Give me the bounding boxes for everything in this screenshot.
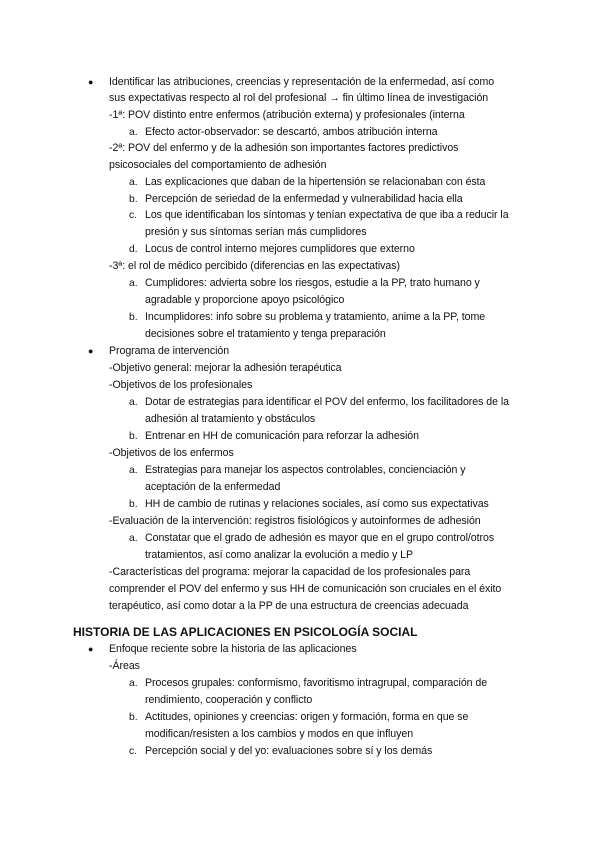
list-item: Percepción social y del yo: evaluaciones sobre sí y los demás: [145, 745, 433, 757]
list-item: Estrategias para manejar los aspectos controlables, concienciación y: [145, 464, 466, 476]
sub-heading: -Evaluación de la intervención: registros fisiológicos y autoinformes de adhesión: [109, 515, 481, 527]
bullet-text: sus expectativas respecto al rol del profesional → fin último línea de investigación: [109, 92, 489, 104]
bullet-text: Enfoque reciente sobre la historia de las aplicaciones: [109, 643, 357, 655]
paragraph-line: comprender el POV del enfermo y sus HH de comunicación son cruciales en el éxito: [109, 583, 502, 595]
sub-heading: psicosociales del comportamiento de adhesión: [109, 159, 327, 171]
sub-heading: -3ª: el rol de médico percibido (diferencias en las expectativas): [109, 260, 400, 272]
list-letter: b.: [129, 312, 138, 323]
list-item: decisiones sobre el tratamiento y tenga preparación: [145, 328, 386, 340]
list-item: Locus de control interno mejores cumplidores que externo: [145, 243, 415, 255]
list-item: Actitudes, opiniones y creencias: origen y formación, forma en que se: [145, 711, 469, 723]
list-letter: a.: [129, 177, 138, 188]
list-letter: a.: [129, 465, 138, 476]
bullet-icon: ●: [88, 346, 94, 356]
list-letter: b.: [129, 194, 138, 205]
list-item: Dotar de estrategias para identificar el POV del enfermo, los facilitadores de la: [145, 396, 509, 408]
list-item: presión y sus síntomas serían más cumplidores: [145, 226, 367, 238]
list-letter: a.: [129, 127, 138, 138]
bullet-icon: ●: [88, 644, 94, 654]
list-letter: b.: [129, 712, 138, 723]
list-item: Cumplidores: advierta sobre los riesgos, estudie a la PP, trato humano y: [145, 277, 480, 289]
list-item: Efecto actor-observador: se descartó, ambos atribución interna: [145, 126, 438, 138]
list-item: rendimiento, cooperación y conflicto: [145, 694, 313, 706]
list-letter: a.: [129, 678, 138, 689]
sub-heading: -1ª: POV distinto entre enfermos (atribución externa) y profesionales (interna: [109, 109, 465, 121]
list-item: Constatar que el grado de adhesión es mayor que en el grupo control/otros: [145, 532, 495, 544]
list-item: Incumplidores: info sobre su problema y tratamiento, anime a la PP, tome: [145, 311, 486, 323]
bullet-text: Programa de intervención: [109, 345, 230, 357]
list-item: tratamientos, así como analizar la evolución a medio y LP: [145, 549, 414, 561]
sub-heading: -Objetivos de los profesionales: [109, 379, 253, 391]
list-letter: d.: [129, 244, 138, 255]
list-item: Percepción de seriedad de la enfermedad y vulnerabilidad hacia ella: [145, 193, 463, 205]
list-letter: c.: [129, 746, 138, 757]
paragraph-line: terapéutico, así como dotar a la PP de una estructura de creencias adecuada: [109, 600, 469, 612]
list-item: agradable y proporcione apoyo psicológico: [145, 294, 345, 306]
list-letter: b.: [129, 431, 138, 442]
sub-heading: -Áreas: [109, 660, 140, 672]
list-letter: b.: [129, 499, 138, 510]
list-letter: a.: [129, 278, 138, 289]
list-item: Entrenar en HH de comunicación para reforzar la adhesión: [145, 430, 419, 442]
list-item: adhesión al tratamiento y obstáculos: [145, 413, 316, 425]
section-title: HISTORIA DE LAS APLICACIONES EN PSICOLOGÍA SOCIAL: [73, 625, 418, 639]
list-item: Procesos grupales: conformismo, favoritismo intragrupal, comparación de: [145, 677, 488, 689]
list-letter: a.: [129, 533, 138, 544]
bullet-icon: ●: [88, 77, 94, 87]
list-letter: a.: [129, 397, 138, 408]
sub-heading: -2ª: POV del enfermo y de la adhesión son importantes factores predictivos: [109, 142, 459, 154]
sub-heading: -Objetivos de los enfermos: [109, 447, 234, 459]
list-item: Los que identificaban los síntomas y tenían expectativa de que iba a reducir la: [145, 209, 509, 221]
list-letter: c.: [129, 210, 138, 221]
sub-heading: -Objetivo general: mejorar la adhesión terapéutica: [109, 362, 342, 374]
list-item: aceptación de la enfermedad: [145, 481, 281, 493]
list-item: Las explicaciones que daban de la hipertensión se relacionaban con ésta: [145, 176, 486, 188]
list-item: modifican/resisten a los cambios y modos en que influyen: [145, 728, 414, 740]
list-item: HH de cambio de rutinas y relaciones sociales, así como sus expectativas: [145, 498, 489, 510]
bullet-text: Identificar las atribuciones, creencias y representación de la enfermedad, así como: [109, 76, 495, 88]
paragraph-line: -Características del programa: mejorar la capacidad de los profesionales para: [109, 566, 471, 578]
